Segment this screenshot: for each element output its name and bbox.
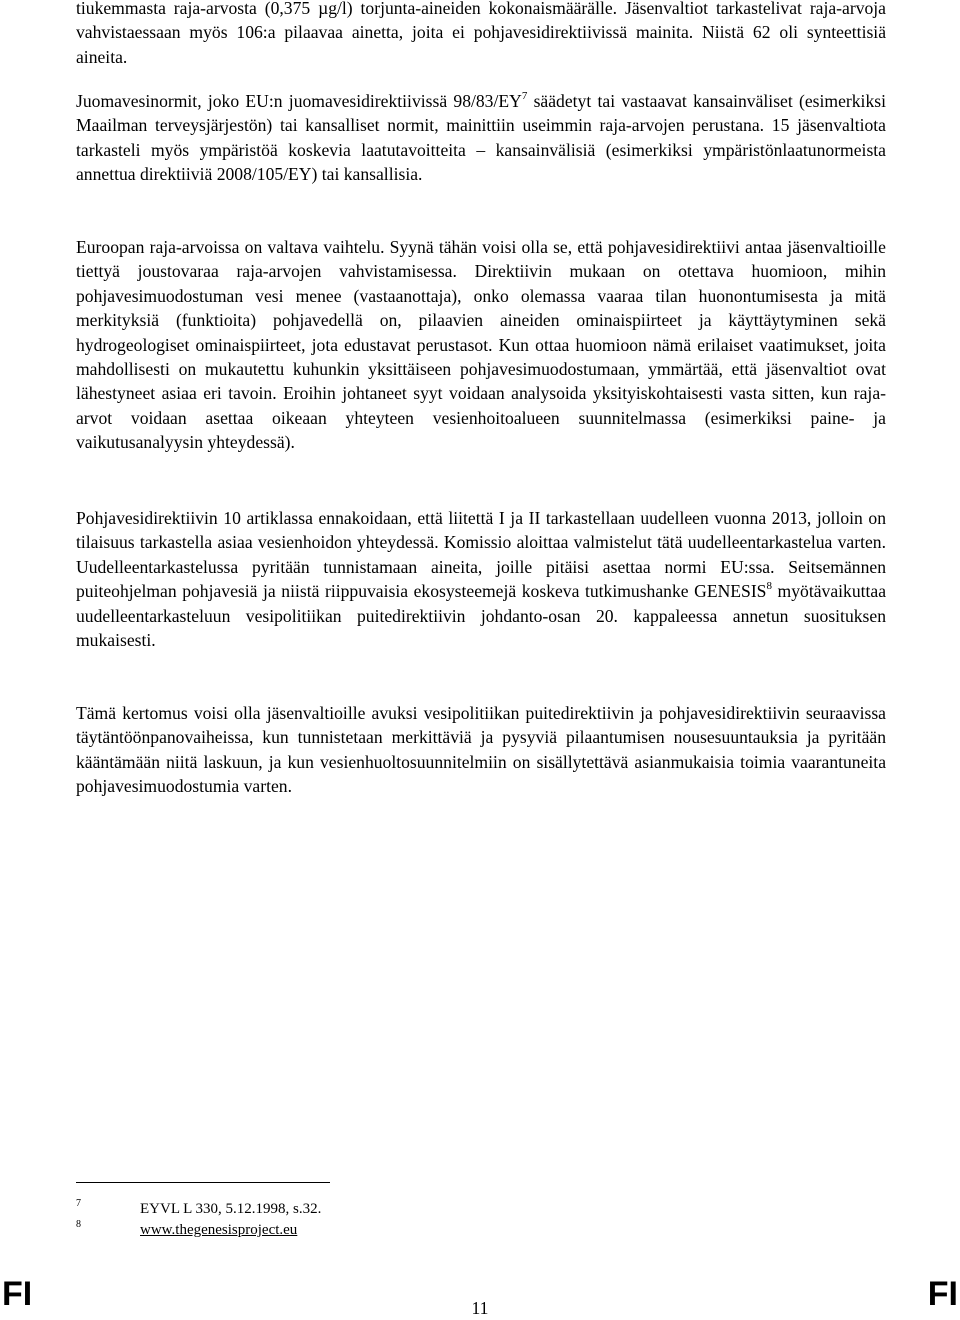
- footnotes: [76, 1199, 676, 1241]
- paragraph-4-part-a: Pohjavesidirektiivin 10 artiklassa ennakoidaan, että liitettä I ja II tarkastellaan uudelleen vuonna 2013, jolloin on tilaisuus tarkastella asiaa vesienhoidon yhteydessä. Komissio aloittaa valmistelut tätä uudelleentarkastelua varten. Uudelleentarkastelussa pyritään tunnistamaan aineita, joille pitäisi asettaa normi EU:ssa. Seitsemännen puiteohjelman pohjavesiä ja niistä riippuvaisia ekosysteemejä koskeva tutkimushanke GENESIS: [76, 508, 886, 602]
- language-code-right: FI: [927, 1275, 958, 1313]
- footnote-ref-8[interactable]: 8: [766, 580, 772, 593]
- footnote-number: 8: [76, 1219, 81, 1230]
- paragraph-4-part-b: myötävaikuttaa uudelleentarkasteluun vesipolitiikan puitedirektiivin johdanto-osan 20. kappaleessa annetun suosituksen mukaisesti.: [76, 581, 887, 651]
- paragraph-4: [76, 506, 886, 652]
- language-code-left: FI: [2, 1275, 33, 1313]
- footnote-separator: [76, 1182, 330, 1183]
- paragraph-3: Euroopan raja-arvoissa on valtava vaihtelu. Syynä tähän voisi olla se, että pohjavesidirektiivi antaa jäsenvaltioille tiettyä joustovaraa raja-arvojen vahvistamisessa. Direktiivin mukaan on otettava huomioon, mihin pohjavesimuodostuman vesi menee (vastaanottaja), onko olemassa vaaraa tilan huonontumisesta ja mitä merkityksiä (funktioita) pohjavedellä on, pilaavien aineiden ominaispiirteet ja käyttäytyminen sekä hydrogeologiset ominaispiirteet, jota edustavat perustasot. Kun ottaa huomioon nämä erilaiset vaatimukset, joita mahdollisesti on mukautettu kuhunkin yksittäiseen pohjavesimuodostumaan, ymmärtää, että jäsenvaltiot ovat lähestyneet asiaa eri tavoin. Eroihin johtaneet syyt voidaan analysoida yksityiskohtaisesti vasta sitten, kun raja-arvot voidaan asettaa oikeaan yhteyteen vesienhoitoalueen suunnitelmassa (esimerkiksi paine- ja vaikutusanalyysin yhteydessä).: [76, 237, 886, 453]
- paragraph-1: tiukemmasta raja-arvosta (0,375 µg/l) torjunta-aineiden kokonaismäärälle. Jäsenvaltiot tarkastelivat raja-arvoja vahvistaessaan myös 106:a pilaavaa ainetta, joita ei pohjavesidirektiivissä mainita. Niistä 62 oli synteettisiä aineita.: [76, 0, 886, 67]
- footnote-link[interactable]: www.thegenesisproject.eu: [140, 1222, 298, 1238]
- footnote-ref-7[interactable]: 7: [521, 90, 528, 103]
- paragraph-2-part-a: Juomavesinormit, joko EU:n juomavesidirektiivissä 98/83/EY: [76, 91, 522, 111]
- footnote-number: 7: [76, 1198, 81, 1209]
- paragraph-2: [76, 89, 886, 187]
- paragraph-2-part-b: säädetyt tai vastaavat kansainväliset (esimerkiksi Maailman terveysjärjestön) tai kansalliset normit, mainittiin useimmin raja-arvojen perustana. 15 jäsenvaltiota tarkasteli myös ympäristöä koskevia laatutavoitteita – kansainvälisiä (esimerkiksi ympäristönlaatunormeista annettua direktiiviä 2008/105/EY) tai kansallisia.: [76, 91, 886, 185]
- footnote-7: [76, 1199, 676, 1220]
- footnote-text: EYVL L 330, 5.12.1998, s.32.: [140, 1201, 322, 1217]
- page-number: 11: [471, 1298, 489, 1318]
- footnote-8: [76, 1220, 676, 1241]
- paragraph-5: Tämä kertomus voisi olla jäsenvaltioille avuksi vesipolitiikan puitedirektiivin ja pohjavesidirektiivin seuraavissa täytäntöönpanovaiheissa, kun tunnistetaan merkittäviä ja pysyviä pilaantumisen nousesuuntauksia ja pyritään kääntämään niitä laskuun, ja kun vesienhuoltosuunnitelmiin on sisällytettävä asianmukaisia toimia vaarantuneita pohjavesimuodostumia varten.: [76, 703, 886, 797]
